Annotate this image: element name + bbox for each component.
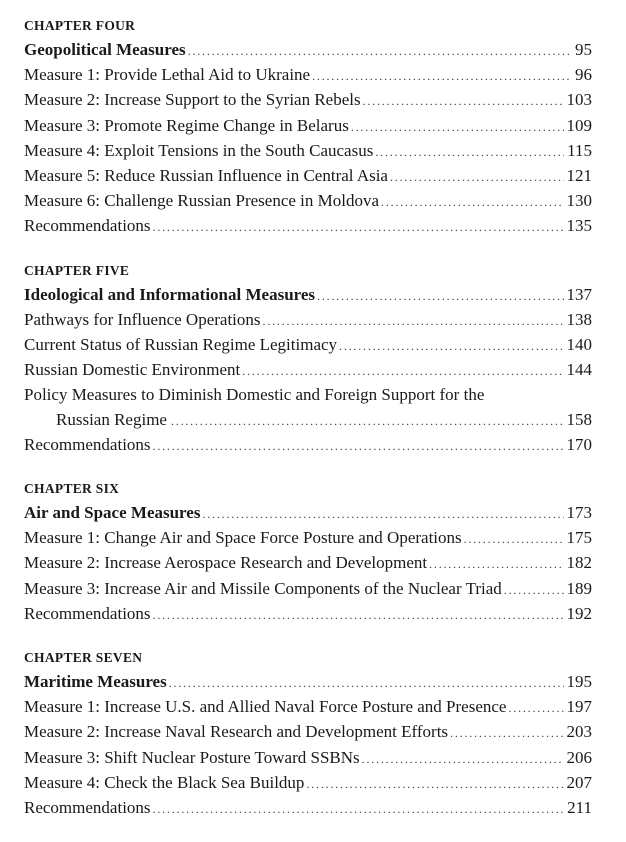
- chapter-label: CHAPTER FOUR: [24, 18, 136, 33]
- page-number: 203: [566, 722, 592, 742]
- dot-leader: [390, 165, 564, 189]
- page-number: 135: [566, 216, 592, 236]
- toc-entry[interactable]: [24, 88, 592, 113]
- toc-entry[interactable]: [24, 551, 592, 576]
- dot-leader: [171, 409, 564, 433]
- page-number: 170: [566, 434, 592, 454]
- page-number: 121: [566, 166, 592, 186]
- dot-leader: [339, 334, 563, 358]
- page-number: 115: [567, 140, 592, 160]
- toc-entry-wrapped[interactable]: [24, 383, 592, 432]
- toc-entry-title: Measure 2: Increase Support to the Syrian Rebels: [24, 90, 361, 110]
- toc-entry[interactable]: [24, 796, 592, 821]
- toc-entry-title: Recommendations: [24, 216, 151, 236]
- toc-entry[interactable]: [24, 358, 592, 383]
- page-number: 138: [566, 309, 592, 329]
- toc-entry-title: Measure 1: Increase U.S. and Allied Naval Force Posture and Presence: [24, 697, 507, 717]
- toc-entry-title: Measure 3: Promote Regime Change in Belarus: [24, 115, 349, 135]
- dot-leader: [375, 140, 564, 164]
- dot-leader: [306, 772, 563, 796]
- toc-entry[interactable]: [24, 577, 592, 602]
- page-number: 207: [566, 772, 592, 792]
- toc-entry[interactable]: [24, 164, 592, 189]
- dot-leader: [381, 190, 563, 214]
- toc-entry[interactable]: [24, 526, 592, 551]
- toc-entry[interactable]: [24, 214, 592, 239]
- table-of-contents: [24, 16, 592, 842]
- toc-entry[interactable]: [24, 433, 592, 458]
- dot-leader: [312, 64, 572, 88]
- toc-entry-title: Measure 3: Shift Nuclear Posture Toward SSBNs: [24, 747, 360, 767]
- chapter-six: [24, 479, 592, 627]
- toc-entry[interactable]: [24, 308, 592, 333]
- chapter-heading-title: Air and Space Measures: [24, 503, 201, 523]
- toc-entry-title: Measure 2: Increase Aerospace Research and Development: [24, 553, 428, 573]
- page-number: 195: [566, 672, 592, 692]
- toc-entry-title-line1: Policy Measures to Diminish Domestic and Foreign Support for the: [24, 385, 485, 405]
- chapter-heading-title: Maritime Measures: [24, 672, 167, 692]
- toc-entry-title: Pathways for Influence Operations: [24, 309, 261, 329]
- toc-entry-title: Recommendations: [24, 434, 151, 454]
- page-number: 206: [566, 747, 592, 767]
- dot-leader: [153, 797, 565, 821]
- chapter-label: CHAPTER FIVE: [24, 262, 130, 278]
- toc-entry[interactable]: [24, 333, 592, 358]
- toc-entry-title: Current Status of Russian Regime Legitimacy: [24, 335, 338, 355]
- chapter-heading-entry[interactable]: [24, 38, 592, 63]
- page-number: 189: [566, 578, 592, 598]
- chapter-heading-title: Geopolitical Measures: [24, 40, 186, 59]
- chapter-seven: [24, 648, 592, 821]
- page-number: 211: [567, 798, 592, 818]
- toc-entry-title: Russian Domestic Environment: [24, 360, 241, 380]
- toc-entry[interactable]: [24, 63, 592, 88]
- toc-entry-title: Measure 1: Change Air and Space Force Posture and Operations: [24, 528, 462, 548]
- page-number: 140: [566, 335, 592, 355]
- dot-leader: [153, 434, 564, 458]
- chapter-four: [24, 16, 592, 240]
- page-number: 103: [566, 90, 592, 110]
- dot-leader: [508, 696, 563, 720]
- chapter-label: CHAPTER SIX: [24, 481, 120, 497]
- page-number: 95: [575, 40, 592, 59]
- toc-entry-title: Measure 4: Check the Black Sea Buildup: [24, 772, 305, 792]
- toc-entry-title: Measure 6: Challenge Russian Presence in Moldova: [24, 191, 380, 211]
- dot-leader: [153, 215, 564, 239]
- toc-entry[interactable]: [24, 114, 592, 139]
- chapter-heading-title: Ideological and Informational Measures: [24, 284, 316, 304]
- dot-leader: [169, 671, 564, 695]
- toc-entry[interactable]: [24, 695, 592, 720]
- dot-leader: [317, 284, 563, 308]
- toc-entry-title: Measure 1: Provide Lethal Aid to Ukraine: [24, 65, 311, 85]
- toc-entry[interactable]: [24, 189, 592, 214]
- toc-entry-title: Measure 5: Reduce Russian Influence in Central Asia: [24, 166, 388, 186]
- toc-entry[interactable]: [24, 139, 592, 164]
- dot-leader: [188, 39, 572, 63]
- chapter-heading-entry[interactable]: [24, 501, 592, 526]
- toc-entry[interactable]: [24, 771, 592, 796]
- toc-entry[interactable]: [24, 720, 592, 745]
- toc-entry[interactable]: [24, 602, 592, 627]
- chapter-five: [24, 261, 592, 458]
- page-number: 109: [566, 115, 592, 135]
- dot-leader: [362, 747, 564, 771]
- page-number: 158: [566, 409, 592, 429]
- toc-entry-title: Measure 2: Increase Naval Research and Development Efforts: [24, 722, 449, 742]
- chapter-heading-entry[interactable]: [24, 283, 592, 308]
- chapter-label: CHAPTER SEVEN: [24, 650, 143, 666]
- page-number: 197: [566, 697, 592, 717]
- toc-entry-title: Measure 4: Exploit Tensions in the South Caucasus: [24, 140, 374, 160]
- dot-leader: [464, 527, 564, 551]
- dot-leader: [153, 603, 564, 627]
- dot-leader: [504, 578, 564, 602]
- dot-leader: [351, 115, 564, 139]
- page-number: 130: [566, 191, 592, 211]
- toc-entry[interactable]: [24, 746, 592, 771]
- page-number: 175: [566, 528, 592, 548]
- page-number: 192: [566, 603, 592, 623]
- page-number: 182: [566, 553, 592, 573]
- page-number: 137: [566, 284, 592, 304]
- dot-leader: [242, 359, 563, 383]
- toc-entry-title: Recommendations: [24, 603, 151, 623]
- dot-leader: [263, 309, 564, 333]
- page-number: 144: [566, 360, 592, 380]
- page-number: 173: [566, 503, 592, 523]
- toc-entry-title: Measure 3: Increase Air and Missile Components of the Nuclear Triad: [24, 578, 502, 598]
- dot-leader: [450, 721, 563, 745]
- dot-leader: [363, 89, 564, 113]
- toc-entry-title-line2: Russian Regime: [56, 409, 167, 429]
- chapter-heading-entry[interactable]: [24, 670, 592, 695]
- toc-entry-title: Recommendations: [24, 798, 151, 818]
- dot-leader: [429, 552, 563, 576]
- page-number: 96: [575, 65, 592, 85]
- dot-leader: [202, 502, 563, 526]
